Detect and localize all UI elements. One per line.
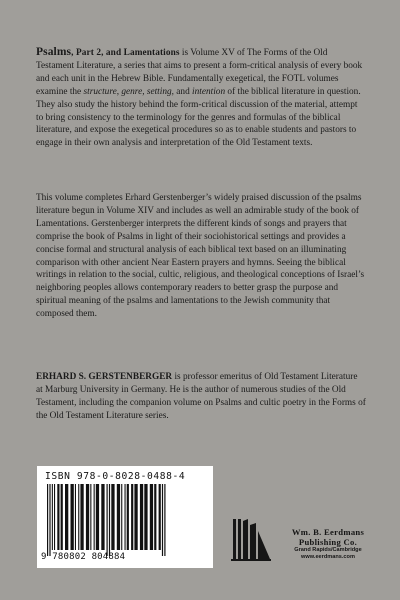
series-description-paragraph: Psalms, Part 2, and Lamentations is Volume XV of The Forms of the Old Testament Literature, a series that aims to present a form-critical analysis of every book and each unit in the Hebrew Bible. Fundamentally exegetical, the FOTL volumes examine the structure, genre, setting, and intention of the biblical literature in question. They also study the history behind the form-critical discussion of the material, attempt to bring consistency to the terminology for the genres and formulas of the biblical literature, and expose the exegetical procedures so as to enable students and pastors to engage in their own analysis and interpretation of the Old Testament texts. (36, 46, 363, 149)
barcode-panel (37, 466, 213, 568)
author-bio: is professor emeritus of Old Testament Literature at Marburg University in Germany. He is the author of numerous studies of the Old Testament, including the companion volume on Psalms and cultic poetry in the Forms of the Old Testament Literature series. (36, 372, 366, 421)
author-name: ERHARD S. GERSTENBERGER (36, 372, 173, 382)
description-text-3: of the biblical literature in question. They also study the history behind the form-critical discussion of the material, attempt to bring consistency to the terminology for the genres and formulas of the biblical literature, and expose the exegetical procedures so as to enable students and pastors to engage in their own analysis and interpretation of the Old Testament texts. (36, 86, 361, 149)
description-italic-1: structure, genre, setting, (83, 86, 174, 97)
publisher-url: www.eerdmans.com (301, 554, 355, 560)
publisher-city: Grand Rapids/Cambridge (294, 547, 362, 553)
publisher-logo-icon (228, 515, 274, 563)
publisher-name: Wm. B. Eerdmans (291, 527, 365, 537)
description-italic-2: intention (192, 86, 226, 97)
publisher-imprint (278, 527, 378, 561)
isbn-label: ISBN 978-0-8028-0488-4 (45, 471, 186, 482)
book-title-lead: Psalms, Part 2, and Lamentations (36, 46, 180, 58)
barcode-image (45, 484, 205, 556)
author-bio-paragraph (36, 371, 366, 423)
barcode-digits: 9 780802 804884 (41, 552, 126, 562)
volume-paragraph: This volume completes Erhard Gerstenberger’s widely praised discussion of the psalms literature begun in Volume XIV and includes as well an admirable study of the book of Lamentations. Gerstenberger interprets the different kinds of songs and prayers that comprise the book of Psalms in light of their sociohistorical settings and provides a concise formal and structural analysis of each biblical text based on an illuminating comparison with other ancient Near Eastern prayers and hymns. Seeing the biblical writings in relation to the social, cultic, religious, and theological conceptions of Israel’s neighboring peoples allows contemporary readers to better grasp the purpose and spiritual meaning of the psalms and lamentations to the Jewish community that composed them. (36, 193, 365, 320)
description-text-1: is Volume XV of The Forms of the Old Testament Literature, a series that aims to present a form-critical analysis of every book and each unit in the Hebrew Bible. Fundamentally exegetical, the FOTL volumes examine the (36, 48, 363, 97)
publisher-name-line2: Publishing Co. (298, 537, 358, 547)
